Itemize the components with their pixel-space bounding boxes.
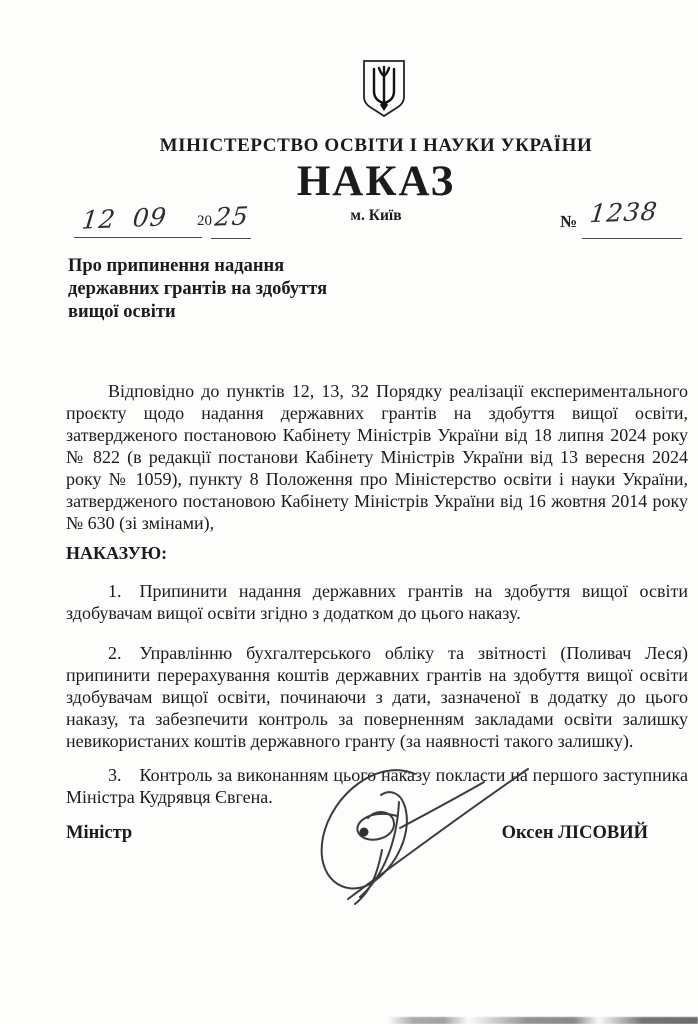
order-number-handwritten: 1238	[588, 196, 660, 229]
item-number: 3.	[108, 765, 122, 785]
subject-line: Про припинення надання	[68, 256, 285, 276]
order-item-2	[66, 642, 688, 752]
subject-block	[68, 255, 368, 324]
date-underline	[74, 237, 202, 238]
item-number: 2.	[108, 643, 122, 663]
number-underline	[582, 238, 682, 239]
preamble-paragraph: Відповідно до пунктів 12, 13, 32 Порядку реалізації експериментального проєкту щодо надання державних грантів на здобуття вищої освіти, затвердженого постановою Кабінету Міністрів України від 18 липня 2024 року № 822 (в редакції постанови Кабінету Міністрів України від 13 вересня 2024 року № 1059), пункту 8 Положення про Міністерство освіти і науки України, затвердженого постановою Кабінету Міністрів України від 16 жовтня 2014 року № 630 (зі змінами),	[66, 381, 688, 533]
order-item-3	[66, 764, 688, 808]
subject-line: державних грантів на здобуття	[68, 279, 328, 299]
city-label: м. Київ	[350, 207, 402, 224]
ministry-name: МІНІСТЕРСТВО ОСВІТИ І НАУКИ УКРАЇНИ	[159, 135, 593, 156]
date-year-handwritten: 25	[213, 201, 251, 232]
resolve-heading: НАКАЗУЮ:	[66, 543, 168, 563]
number-label: №	[560, 212, 578, 231]
signature-row	[66, 822, 688, 844]
ukraine-trident-emblem-icon	[361, 59, 407, 119]
item-number: 1.	[108, 581, 122, 601]
year-underline	[211, 238, 251, 239]
date-century-printed: 20	[197, 213, 212, 229]
order-item-1	[66, 580, 688, 624]
item-text: Припинити надання державних грантів на здобуття вищої освіти здобувачам вищої освіти згідно з додатком до цього наказу.	[66, 581, 688, 623]
date-day-handwritten: 12	[80, 204, 118, 235]
signer-position: Міністр	[66, 823, 133, 843]
date-month-handwritten: 09	[131, 202, 169, 233]
scan-edge-shadow	[388, 1017, 698, 1024]
document-type-title: НАКАЗ	[296, 158, 456, 205]
item-text: Контроль за виконанням цього наказу покласти на першого заступника Міністра Кудрявця Євгена.	[66, 765, 688, 807]
order-body	[66, 380, 688, 844]
subject-line: вищої освіти	[68, 302, 176, 322]
item-text: Управлінню бухгалтерського обліку та звітності (Поливач Леся) припинити перерахування коштів державних грантів на здобуття вищої освіти здобувачам вищої освіти, починаючи з дати, зазначеної в додатку до цього наказу, та забезпечити контроль за поверненням закладами освіти залишку невикористаних коштів державного гранту (за наявності такого залишку).	[66, 643, 688, 751]
signer-name: Оксен ЛІСОВИЙ	[501, 823, 648, 843]
